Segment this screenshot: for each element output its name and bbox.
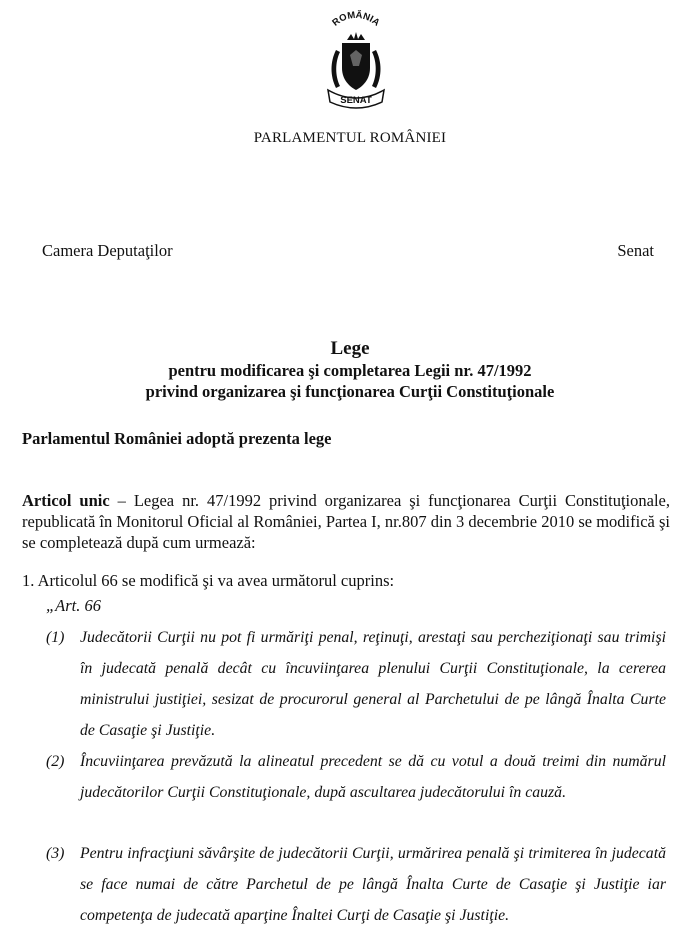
svg-text:ROMÂNIA xyxy=(330,10,381,29)
emblem-bottom-text: SENAT xyxy=(340,95,372,106)
amendment-item: 1. Articolul 66 se modifică şi va avea următorul cuprins: xyxy=(22,571,395,590)
article-66-label: „Art. 66 xyxy=(46,596,102,615)
emblem-top-text: ROMÂNIA xyxy=(330,10,382,29)
senate-emblem xyxy=(318,10,394,112)
paragraph-number: (2) xyxy=(46,753,65,770)
paragraph-text: Pentru infracţiuni săvârşite de judecătorii Curţii, urmărirea penală şi trimiterea în judecată se face numai de către Parchetul de pe lângă Înalta Curte de Casaţie şi Justiţie iar competenţa de judecată aparţine Înaltei Curţi de Casaţie şi Justiţie. xyxy=(80,845,666,924)
article-text: – Legea nr. 47/1992 privind organizarea şi funcţionarea Curţii Constituţionale, republicată în Monitorul Oficial al României, Partea I, nr.807 din 3 decembrie 2010 se modifică şi se completează după cum urmează: xyxy=(22,491,670,552)
law-title xyxy=(0,338,700,402)
paragraph-3 xyxy=(46,838,666,931)
law-title-line3: privind organizarea şi funcţionarea Curţii Constituţionale xyxy=(145,382,555,401)
law-title-line2: pentru modificarea şi completarea Legii nr. 47/1992 xyxy=(168,361,532,380)
paragraph-number: (1) xyxy=(46,629,65,646)
paragraph-number: (3) xyxy=(46,845,65,862)
senate-label: Senat xyxy=(617,241,654,260)
paragraph-text: Judecătorii Curţii nu pot fi urmăriţi penal, reţinuţi, arestaţi sau percheziţionaţi sau trimişi în judecată penală decât cu încuviinţarea plenului Curţii Constituţionale, la cererea ministrului justiţiei, sesizat de procurorul general al Parchetului de pe lângă Înalta Curte de Casaţie şi Justiţie. xyxy=(80,629,666,739)
paragraph-2 xyxy=(46,746,666,808)
article-label: Articol unic xyxy=(22,491,110,510)
paragraph-1 xyxy=(46,622,666,746)
law-title-line1: Lege xyxy=(330,338,370,359)
coat-of-arms-icon xyxy=(318,10,394,112)
article-unic xyxy=(22,490,670,553)
parliament-heading: PARLAMENTUL ROMÂNIEI xyxy=(253,130,447,146)
adoption-statement: Parlamentul României adoptă prezenta lege xyxy=(22,429,332,448)
paragraph-text: Încuviinţarea prevăzută la alineatul precedent se dă cu votul a două treimi din numărul judecătorilor Curţii Constituţionale, după ascultarea judecătorului în cauză. xyxy=(80,753,666,801)
chamber-deputies-label: Camera Deputaţilor xyxy=(42,241,173,260)
